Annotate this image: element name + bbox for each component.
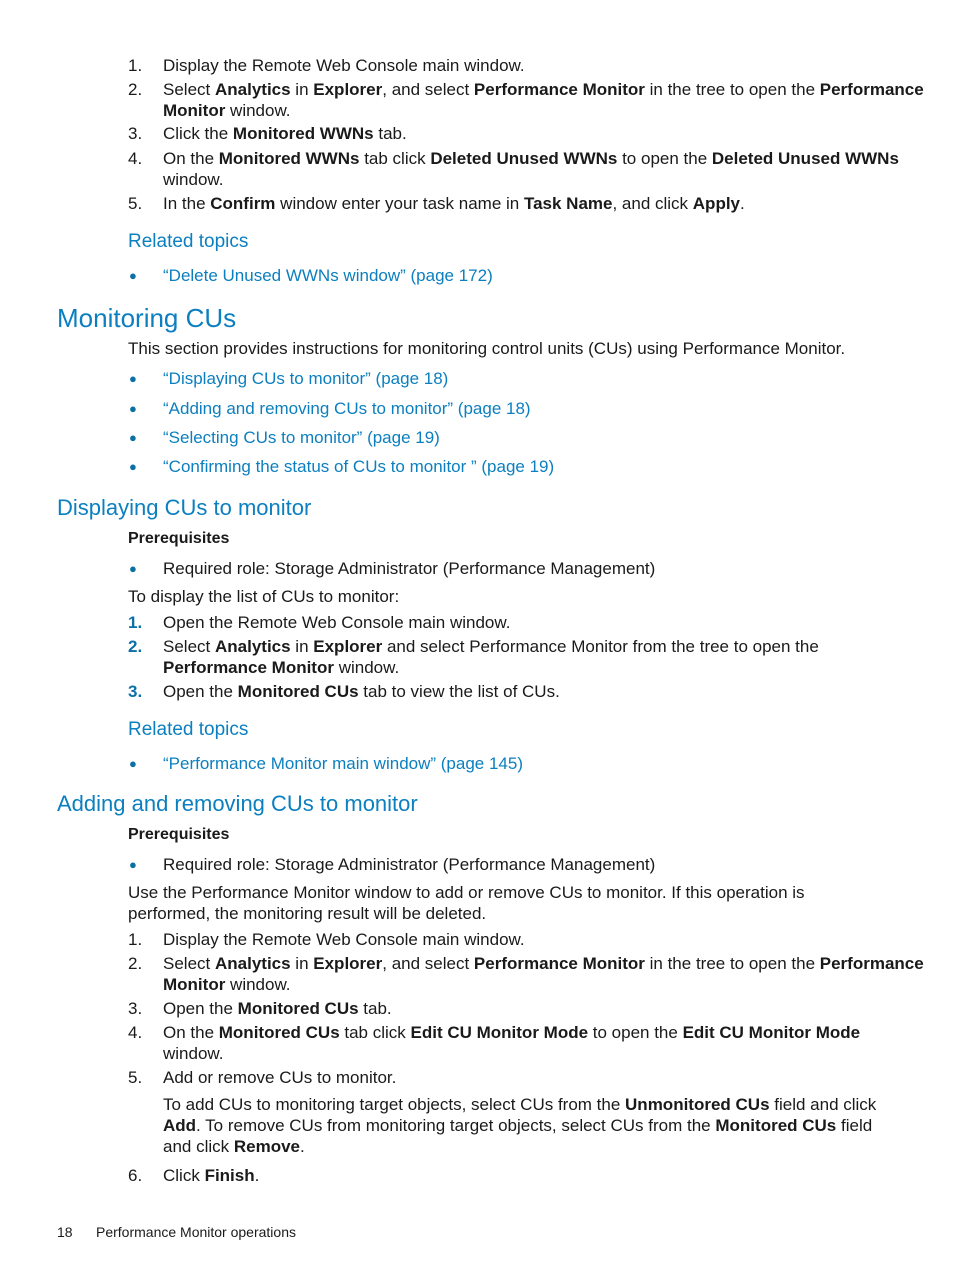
bullet-icon: ● bbox=[129, 756, 137, 771]
step-text: Click the Monitored WWNs tab. bbox=[163, 124, 407, 143]
step-number: 2. bbox=[128, 637, 143, 656]
step-number: 2. bbox=[128, 954, 143, 973]
step-number: 5. bbox=[128, 1068, 143, 1087]
step-number: 1. bbox=[128, 930, 143, 949]
page-number: 18 bbox=[57, 1224, 73, 1240]
step-number: 1. bbox=[128, 613, 143, 632]
step-note-continued: Add. To remove CUs from monitoring target objects, select CUs from the Monitored CUs field bbox=[163, 1116, 873, 1135]
toc-link[interactable]: “Displaying CUs to monitor” (page 18) bbox=[163, 369, 449, 388]
step-text-continued: window. bbox=[163, 170, 224, 189]
step-note-continued: and click Remove. bbox=[163, 1137, 305, 1156]
step-text: Open the Monitored CUs tab to view the list of CUs. bbox=[163, 682, 560, 701]
toc-link[interactable]: “Selecting CUs to monitor” (page 19) bbox=[163, 428, 440, 447]
step-text-continued: Performance Monitor window. bbox=[163, 658, 400, 677]
section-title: Monitoring CUs bbox=[57, 303, 237, 333]
prerequisites-label: Prerequisites bbox=[128, 530, 230, 547]
step-text: Click Finish. bbox=[163, 1166, 260, 1185]
related-link[interactable]: “Performance Monitor main window” (page 145) bbox=[163, 754, 523, 773]
toc-link[interactable]: “Adding and removing CUs to monitor” (page 18) bbox=[163, 399, 531, 418]
step-number: 2. bbox=[128, 80, 143, 99]
step-text: Display the Remote Web Console main window. bbox=[163, 930, 525, 949]
procedure-lead: To display the list of CUs to monitor: bbox=[128, 587, 400, 606]
prerequisites-label: Prerequisites bbox=[128, 826, 230, 843]
step-text: Open the Monitored CUs tab. bbox=[163, 999, 392, 1018]
step-text-continued: Monitor window. bbox=[163, 975, 291, 994]
related-link[interactable]: “Delete Unused WWNs window” (page 172) bbox=[163, 266, 493, 285]
step-text-continued: window. bbox=[163, 1044, 224, 1063]
step-number: 4. bbox=[128, 1023, 143, 1042]
step-number: 3. bbox=[128, 999, 143, 1018]
bullet-icon: ● bbox=[129, 371, 137, 386]
bullet-icon: ● bbox=[129, 401, 137, 416]
step-text: Select Analytics in Explorer, and select Performance Monitor in the tree to open the Performance bbox=[163, 80, 924, 99]
procedure-lead: Use the Performance Monitor window to add or remove CUs to monitor. If this operation is bbox=[128, 883, 805, 902]
subsection-title: Displaying CUs to monitor bbox=[57, 495, 312, 520]
step-text: In the Confirm window enter your task name in Task Name, and click Apply. bbox=[163, 194, 745, 213]
step-number: 3. bbox=[128, 124, 143, 143]
step-text: Select Analytics in Explorer and select Performance Monitor from the tree to open the bbox=[163, 637, 819, 656]
bullet-icon: ● bbox=[129, 857, 137, 872]
step-text-continued: Monitor window. bbox=[163, 101, 291, 120]
step-number: 1. bbox=[128, 56, 143, 75]
prerequisite-item: Required role: Storage Administrator (Performance Management) bbox=[163, 559, 656, 578]
subsection-title: Adding and removing CUs to monitor bbox=[57, 791, 418, 816]
toc-link[interactable]: “Confirming the status of CUs to monitor ” (page 19) bbox=[163, 457, 555, 476]
bullet-icon: ● bbox=[129, 268, 137, 283]
bullet-icon: ● bbox=[129, 561, 137, 576]
related-topics-heading: Related topics bbox=[128, 231, 249, 252]
step-number: 5. bbox=[128, 194, 143, 213]
step-text: Display the Remote Web Console main window. bbox=[163, 56, 525, 75]
related-topics-heading: Related topics bbox=[128, 719, 249, 740]
step-number: 4. bbox=[128, 149, 143, 168]
step-number: 3. bbox=[128, 682, 143, 701]
step-text: Select Analytics in Explorer, and select Performance Monitor in the tree to open the Performance bbox=[163, 954, 924, 973]
step-text: On the Monitored WWNs tab click Deleted Unused WWNs to open the Deleted Unused WWNs bbox=[163, 149, 899, 168]
footer-section-title: Performance Monitor operations bbox=[96, 1224, 296, 1240]
procedure-lead-continued: performed, the monitoring result will be deleted. bbox=[128, 904, 487, 923]
step-text: Add or remove CUs to monitor. bbox=[163, 1068, 397, 1087]
step-text: Open the Remote Web Console main window. bbox=[163, 613, 511, 632]
step-text: On the Monitored CUs tab click Edit CU Monitor Mode to open the Edit CU Monitor Mode bbox=[163, 1023, 861, 1042]
step-number: 6. bbox=[128, 1166, 143, 1185]
step-note: To add CUs to monitoring target objects, select CUs from the Unmonitored CUs field and click bbox=[163, 1095, 877, 1114]
section-intro: This section provides instructions for monitoring control units (CUs) using Performance Monitor. bbox=[128, 339, 846, 358]
bullet-icon: ● bbox=[129, 459, 137, 474]
prerequisite-item: Required role: Storage Administrator (Performance Management) bbox=[163, 855, 656, 874]
bullet-icon: ● bbox=[129, 430, 137, 445]
